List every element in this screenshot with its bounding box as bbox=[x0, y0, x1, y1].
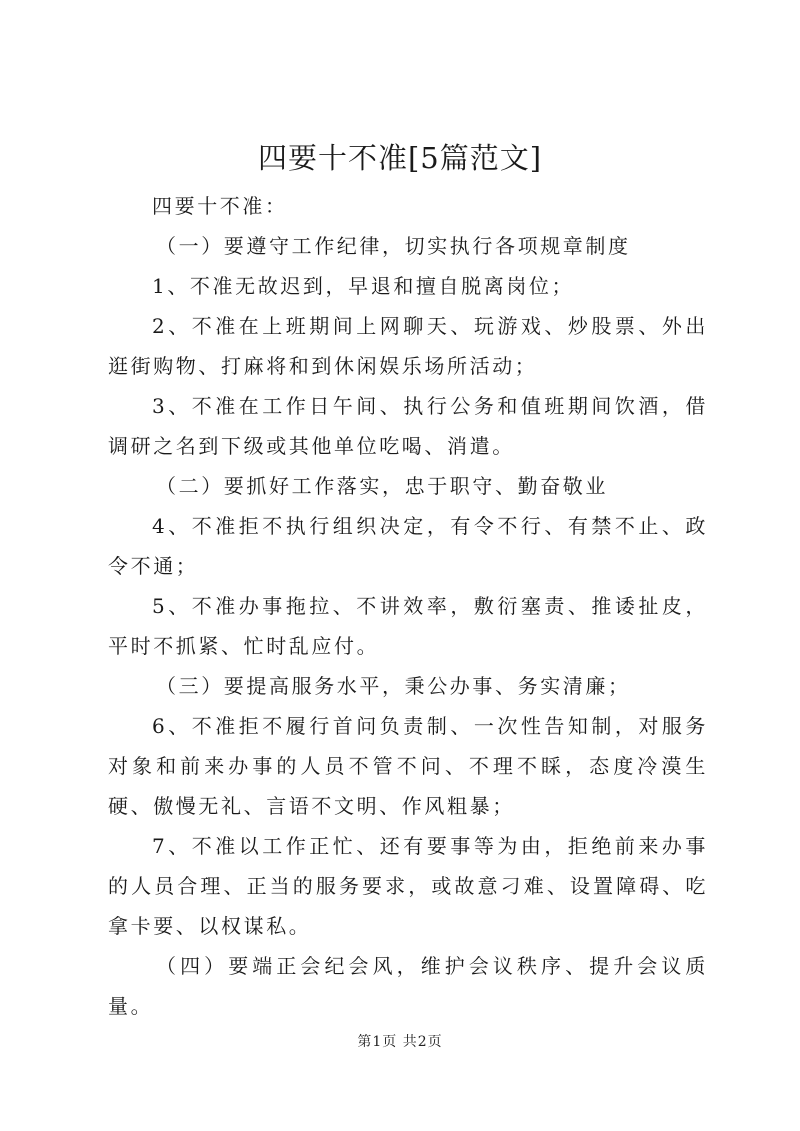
rule-paragraph-1: 1、不准无故迟到，早退和擅自脱离岗位； bbox=[152, 274, 575, 298]
section-heading-2: （二）要抓好工作落实，忠于职守、勤奋敬业 bbox=[156, 474, 608, 498]
document-title: 四要十不准[5篇范文] bbox=[257, 141, 543, 175]
rule-paragraph-6: 6、不准拒不履行首问负责制、一次性告知制，对服务对象和前来办事的人员不管不问、不理不睬，态度冷漠生硬、傲慢无礼、言语不文明、作风粗暴； bbox=[108, 714, 708, 818]
page-footer: 第1页 共2页 bbox=[357, 1034, 443, 1050]
intro-paragraph: 四要十不准： bbox=[152, 194, 288, 218]
rule-paragraph-4: 4、不准拒不执行组织决定，有令不行、有禁不止、政令不通； bbox=[108, 514, 708, 578]
section-heading-3: （三）要提高服务水平，秉公办事、务实清廉； bbox=[156, 674, 631, 698]
section-heading-1: （一）要遵守工作纪律，切实执行各项规章制度 bbox=[156, 234, 631, 258]
section-heading-4: （四）要端正会纪会风，维护会议秩序、提升会议质量。 bbox=[108, 954, 708, 1018]
rule-paragraph-3: 3、不准在工作日午间、执行公务和值班期间饮酒，借调研之名到下级或其他单位吃喝、消遣。 bbox=[108, 394, 708, 458]
document-body bbox=[108, 186, 708, 1026]
rule-paragraph-5: 5、不准办事拖拉、不讲效率，敷衍塞责、推诿扯皮，平时不抓紧、忙时乱应付。 bbox=[108, 594, 708, 658]
rule-paragraph-2: 2、不准在上班期间上网聊天、玩游戏、炒股票、外出逛街购物、打麻将和到休闲娱乐场所活动； bbox=[108, 314, 708, 378]
rule-paragraph-7: 7、不准以工作正忙、还有要事等为由，拒绝前来办事的人员合理、正当的服务要求，或故意刁难、设置障碍、吃拿卡要、以权谋私。 bbox=[108, 834, 708, 938]
